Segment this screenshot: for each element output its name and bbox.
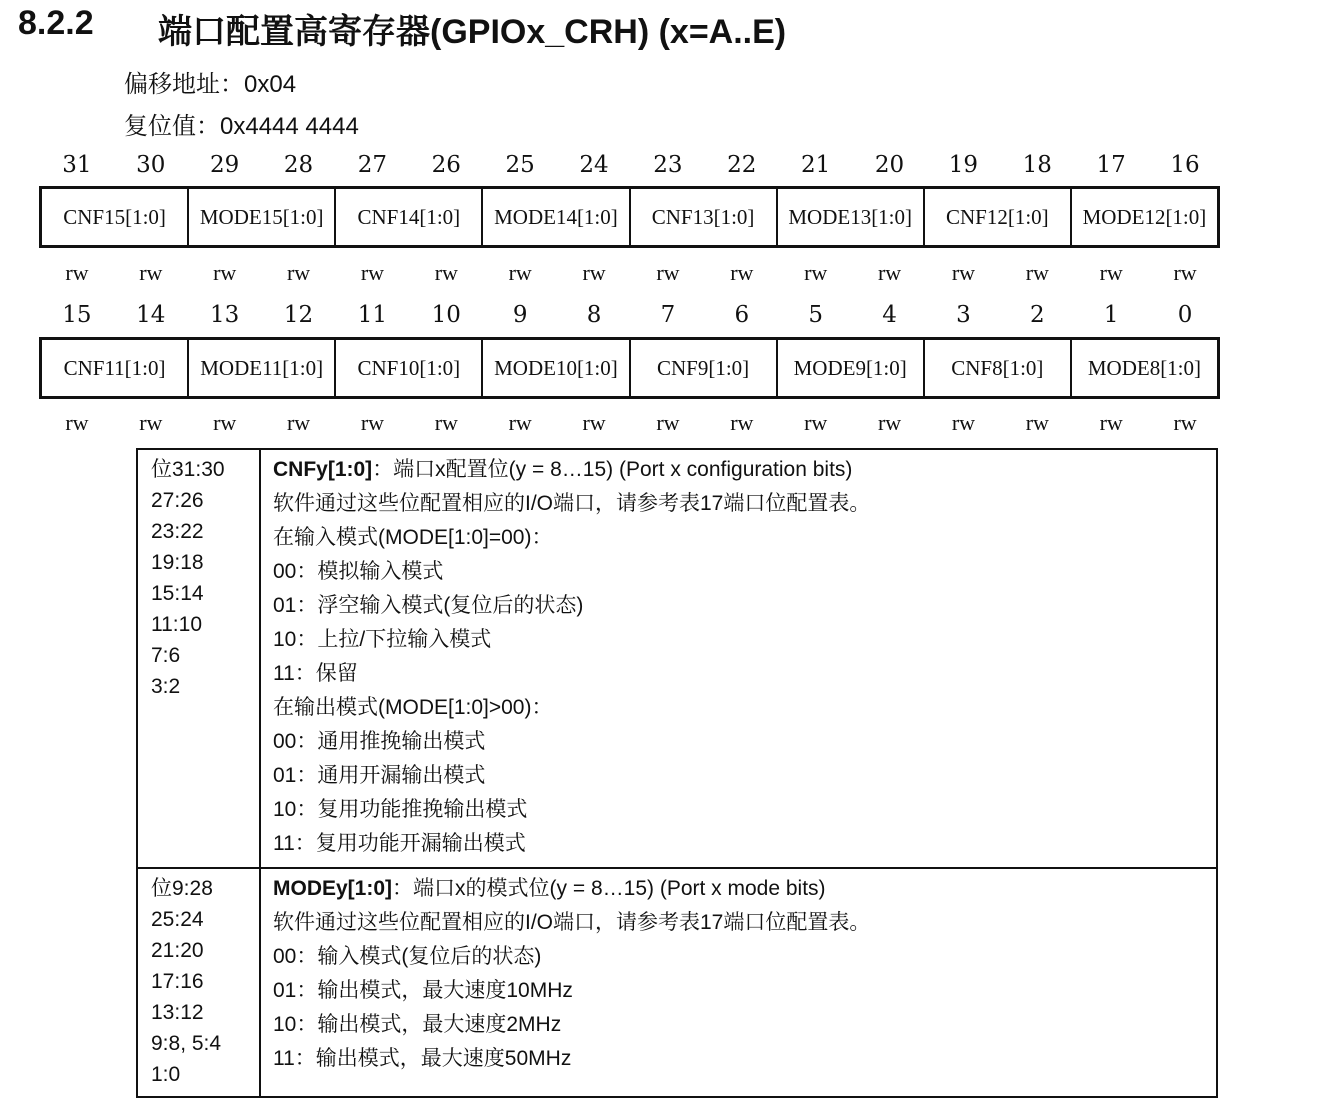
- register-field: MODE9[1:0]: [778, 340, 925, 396]
- mode-description-title: [273, 872, 1204, 906]
- bit-number: 6: [734, 302, 750, 328]
- access-type: rw: [877, 260, 902, 285]
- access-type: rw: [360, 260, 385, 285]
- bit-position: 15:14: [151, 582, 204, 605]
- lower-register-fields: [39, 337, 1220, 399]
- description-line: 软件通过这些位配置相应的I/O端口，请参考表17端口位配置表。: [273, 492, 871, 515]
- bit-number: 28: [283, 152, 314, 178]
- bit-position: 17:16: [151, 970, 204, 993]
- register-field: CNF12[1:0]: [925, 189, 1072, 245]
- description-line: 01：通用开漏输出模式: [273, 764, 486, 787]
- access-type: rw: [65, 410, 89, 435]
- access-type: rw: [508, 410, 532, 435]
- bit-number: 0: [1177, 302, 1193, 328]
- bit-number: 11: [357, 302, 388, 328]
- register-field: MODE15[1:0]: [189, 189, 336, 245]
- bit-number: 9: [512, 302, 528, 328]
- lower-bit-numbers: [40, 302, 1222, 328]
- access-type: rw: [286, 260, 311, 285]
- bit-position: 23:22: [151, 520, 204, 543]
- upper-access-row: [40, 260, 1222, 286]
- bit-number: 20: [874, 152, 905, 178]
- access-type: rw: [434, 410, 458, 435]
- bit-position: 21:20: [151, 939, 204, 962]
- bit-number: 8: [586, 302, 602, 328]
- bit-number: 2: [1029, 302, 1045, 328]
- access-type: rw: [656, 260, 680, 285]
- access-type: rw: [1173, 410, 1197, 435]
- cnf-description-row: [137, 449, 1217, 868]
- register-field: MODE14[1:0]: [483, 189, 630, 245]
- description-line: 11：复用功能开漏输出模式: [273, 832, 526, 855]
- bit-number: 22: [727, 152, 757, 178]
- description-line: 10：输出模式，最大速度2MHz: [273, 1013, 562, 1036]
- register-field: CNF11[1:0]: [42, 340, 189, 396]
- access-type: rw: [951, 260, 976, 285]
- description-line: 01：输出模式，最大速度10MHz: [273, 979, 573, 1002]
- access-type: rw: [730, 260, 754, 285]
- access-type: rw: [804, 410, 828, 435]
- access-type: rw: [656, 410, 680, 435]
- description-line: 10：上拉/下拉输入模式: [273, 628, 492, 651]
- bit-position: 3:2: [151, 675, 181, 698]
- description-line: 在输出模式(MODE[1:0]>00)：: [273, 696, 553, 719]
- field-title: ：端口x的模式位(y = 8…15) (Port x mode bits): [392, 877, 826, 900]
- bit-number: 30: [136, 152, 166, 178]
- bit-position: 19:18: [151, 551, 204, 574]
- field-name: MODEy[1:0]: [273, 877, 393, 900]
- bit-position: 27:26: [151, 489, 204, 512]
- description-line: 软件通过这些位配置相应的I/O端口，请参考表17端口位配置表。: [273, 911, 871, 934]
- bit-position: 11:10: [151, 613, 202, 636]
- cnf-description-title: [273, 453, 1204, 487]
- bit-number: 21: [801, 152, 831, 178]
- bit-number: 27: [357, 152, 388, 178]
- description-line: 00：通用推挽输出模式: [273, 730, 486, 753]
- register-field: CNF15[1:0]: [42, 189, 189, 245]
- cnf-description: [260, 449, 1217, 868]
- upper-register-fields: [39, 186, 1220, 248]
- register-field: CNF9[1:0]: [631, 340, 778, 396]
- bit-number: 23: [653, 152, 683, 178]
- field-title: ：端口x配置位(y = 8…15) (Port x configuration bits): [372, 458, 853, 481]
- bit-number: 25: [505, 152, 535, 178]
- bit-number: 13: [210, 302, 240, 328]
- bit-number: 29: [210, 152, 240, 178]
- register-field: MODE8[1:0]: [1087, 355, 1202, 380]
- bit-number: 18: [1022, 152, 1052, 178]
- register-field: CNF14[1:0]: [336, 189, 483, 245]
- bit-description-table: [136, 448, 1218, 1098]
- bit-position: 1:0: [151, 1063, 181, 1086]
- bit-position: 9:8, 5:4: [151, 1032, 222, 1055]
- access-type: rw: [213, 410, 237, 435]
- bit-number: 10: [431, 302, 461, 328]
- bit-position: 位31:30: [151, 458, 225, 481]
- access-type: rw: [1025, 260, 1049, 285]
- access-type: rw: [804, 260, 828, 285]
- access-type: rw: [213, 260, 237, 285]
- access-type: rw: [286, 410, 311, 435]
- access-type: rw: [65, 260, 89, 285]
- bit-position: 25:24: [151, 908, 204, 931]
- lower-access-row: [40, 410, 1222, 436]
- offset-address: 偏移地址：0x04: [124, 71, 297, 98]
- description-line: 11：保留: [273, 662, 358, 685]
- description-line: 10：复用功能推挽输出模式: [273, 798, 528, 821]
- register-field: MODE11[1:0]: [189, 340, 336, 396]
- access-type: rw: [877, 410, 902, 435]
- access-type: rw: [582, 410, 606, 435]
- bit-number: 14: [136, 302, 166, 328]
- access-type: rw: [139, 410, 163, 435]
- register-field: CNF10[1:0]: [336, 340, 483, 396]
- bit-number: 16: [1170, 152, 1200, 178]
- section-number: 8.2.2: [18, 4, 94, 42]
- mode-description: [260, 868, 1217, 1097]
- access-type: rw: [434, 260, 458, 285]
- bit-number: 17: [1096, 152, 1126, 178]
- description-line: 01：浮空输入模式(复位后的状态): [273, 594, 584, 617]
- bit-number: 31: [62, 152, 92, 178]
- description-line: 00：输入模式(复位后的状态): [273, 945, 542, 968]
- bit-number: 5: [808, 302, 823, 328]
- mode-bit-positions: [137, 868, 260, 1097]
- cnf-bit-positions: [137, 449, 260, 868]
- mode-description-row: [137, 868, 1217, 1097]
- access-type: rw: [1099, 410, 1123, 435]
- register-field: MODE10[1:0]: [483, 340, 630, 396]
- bit-number: 12: [283, 302, 314, 328]
- description-line: 在输入模式(MODE[1:0]=00)：: [273, 526, 553, 549]
- access-type: rw: [730, 410, 754, 435]
- register-field: MODE13[1:0]: [778, 189, 925, 245]
- bit-number: 3: [956, 302, 971, 328]
- access-type: rw: [139, 260, 163, 285]
- access-type: rw: [582, 260, 606, 285]
- access-type: rw: [508, 260, 532, 285]
- bit-number: 4: [882, 302, 897, 328]
- description-line: 11：输出模式，最大速度50MHz: [273, 1047, 572, 1070]
- access-type: rw: [1173, 260, 1197, 285]
- bit-number: 7: [660, 302, 676, 328]
- bit-number: 24: [579, 152, 609, 178]
- field-name: CNFy[1:0]: [273, 458, 373, 481]
- bit-number: 15: [62, 302, 92, 328]
- access-type: rw: [1099, 260, 1123, 285]
- access-type: rw: [360, 410, 385, 435]
- bit-number: 1: [1103, 302, 1119, 328]
- bit-position: 13:12: [151, 1001, 204, 1024]
- section-title: 端口配置高寄存器(GPIOx_CRH) (x=A..E): [158, 13, 787, 51]
- description-line: 00：模拟输入模式: [273, 560, 444, 583]
- bit-position: 位9:28: [151, 877, 213, 900]
- reset-value: 复位值：0x4444 4444: [124, 113, 359, 140]
- register-field: CNF8[1:0]: [925, 340, 1072, 396]
- bit-number: 26: [431, 152, 461, 178]
- upper-bit-numbers: [40, 152, 1222, 178]
- register-field: MODE12[1:0]: [1082, 204, 1207, 229]
- access-type: rw: [951, 410, 976, 435]
- bit-position: 7:6: [151, 644, 181, 667]
- register-field: CNF13[1:0]: [631, 189, 778, 245]
- bit-number: 19: [948, 152, 979, 178]
- access-type: rw: [1025, 410, 1049, 435]
